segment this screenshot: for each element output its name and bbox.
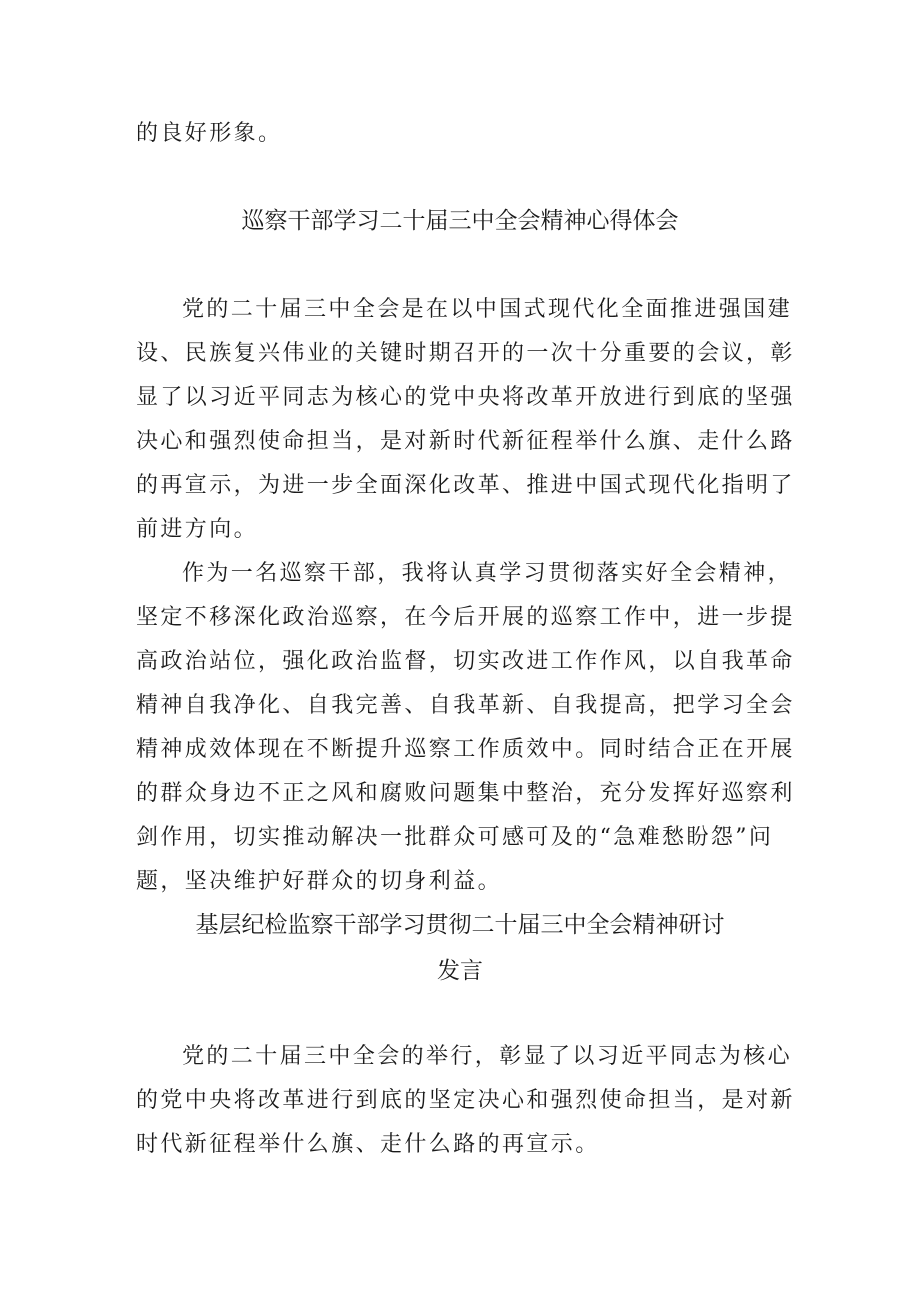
paragraph: 党的二十届三中全会是在以中国式现代化全面推进强国建设、民族复兴伟业的关键时期召开的一次十分重要的会议，彰显了以习近平同志为核心的党中央将改革开放进行到底的坚强决心和强烈使命担当，是对新时代新征程举什么旗、走什么路的再宣示，为进一步全面深化改革、推进中国式现代化指明了前进方向。: [136, 297, 795, 542]
section-body-discipline-inspection: [136, 1035, 796, 1167]
continued-text-fragment: 的良好形象。: [136, 121, 283, 146]
paragraph: 党的二十届三中全会的举行，彰显了以习近平同志为核心的党中央将改革进行到底的坚定决心和强烈使命担当，是对新时代新征程举什么旗、走什么路的再宣示。: [136, 1044, 795, 1157]
section-title-line-1: 基层纪检监察干部学习贯彻二十届三中全会精神研讨: [195, 912, 725, 938]
section-title-inspection-cadre: 巡察干部学习二十届三中全会精神心得体会: [241, 208, 679, 234]
section-body-inspection-cadre: [136, 288, 796, 904]
paragraph: 作为一名巡察干部，我将认真学习贯彻落实好全会精神，坚定不移深化政治巡察，在今后开展的巡察工作中，进一步提高政治站位，强化政治监督，切实改进工作作风，以自我革命精神自我净化、自我完善、自我革新、自我提高，把学习全会精神成效体现在不断提升巡察工作质效中。同时结合正在开展的群众身边不正之风和腐败问题集中整治，充分发挥好巡察利剑作用，切实推动解决一批群众可感可及的“急难愁盼怨”问题，坚决维护好群众的切身利益。: [136, 561, 795, 894]
section-title-discipline-inspection: [100, 902, 820, 994]
section-title-line-2: 发言: [437, 958, 483, 984]
